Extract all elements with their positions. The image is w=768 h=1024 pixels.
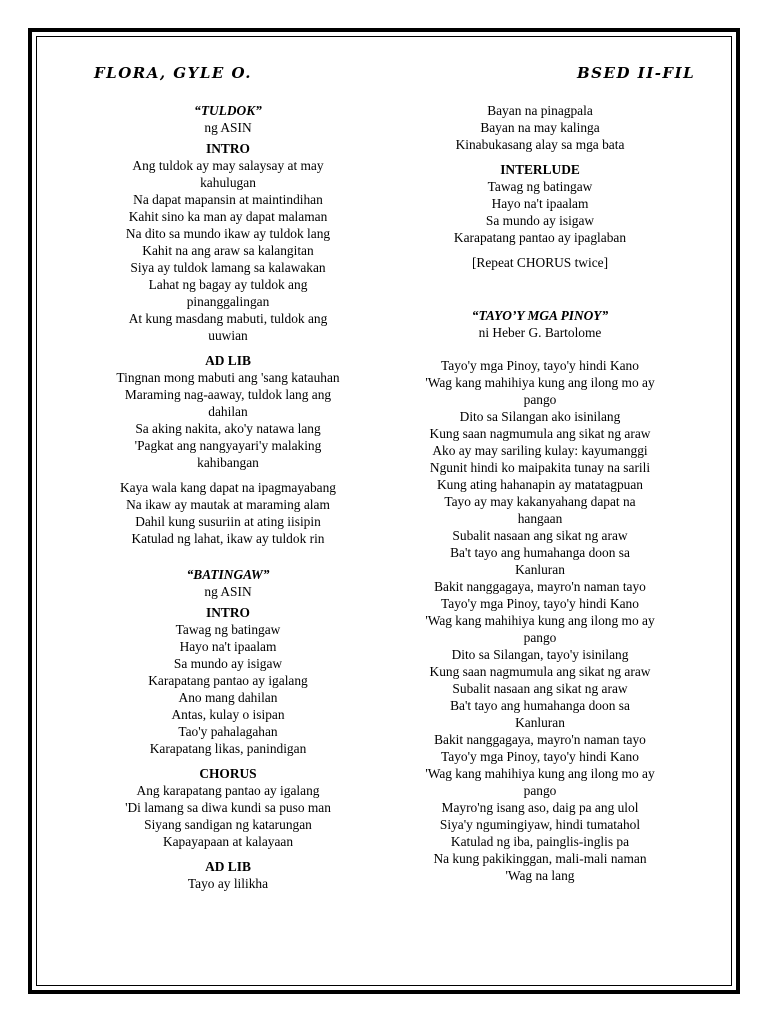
lyric-line: Siya'y ngumingiyaw, hindi tumatahol bbox=[439, 817, 641, 832]
lyric-line: Tayo'y mga Pinoy, tayo'y hindi Kano bbox=[441, 358, 639, 373]
lyric-line: Kapayapaan at kalayaan bbox=[162, 834, 294, 849]
course-label: BSED II-FIL bbox=[577, 64, 696, 82]
lyric-line: Kinabukasang alay sa mga bata bbox=[455, 137, 625, 152]
lyric-line: pango bbox=[523, 783, 557, 798]
lyric-line: Tayo'y mga Pinoy, tayo'y hindi Kano bbox=[441, 749, 639, 764]
lyric-line: kahibangan bbox=[197, 455, 259, 470]
lyric-line: Kahit na ang araw sa kalangitan bbox=[142, 243, 314, 258]
lyric-line: Ako ay may sariling kulay: kayumanggi bbox=[432, 443, 648, 458]
lyric-line: Lahat ng bagay ay tuldok ang bbox=[148, 277, 308, 292]
lyric-line: Tawag ng batingaw bbox=[175, 622, 281, 637]
lyric-line: Karapatang pantao ay igalang bbox=[148, 673, 308, 688]
lyric-line: Bakit nanggagaya, mayro'n naman tayo bbox=[434, 579, 646, 594]
lyric-line: Sa mundo ay isigaw bbox=[485, 213, 595, 228]
lyric-line: Kung ating hahanapin ay matatagpuan bbox=[437, 477, 643, 492]
lyric-line: Ba't tayo ang humahanga doon sa bbox=[450, 698, 630, 713]
lyric-line: Dahil kung susuriin at ating iisipin bbox=[135, 514, 321, 529]
lyric-line: pinanggalingan bbox=[186, 294, 270, 309]
lyric-line: uuwian bbox=[208, 328, 248, 343]
lyric-line: Na ikaw ay mautak at maraming alam bbox=[126, 497, 330, 512]
lyric-line: 'Pagkat ang nangyayari'y malaking bbox=[134, 438, 322, 453]
lyric-line: Ang karapatang pantao ay igalang bbox=[136, 783, 320, 798]
lyric-line: 'Wag kang mahihiya kung ang ilong mo ay bbox=[425, 766, 655, 781]
lyric-line: Dito sa Silangan ako isinilang bbox=[459, 409, 621, 424]
lyric-line: Na dito sa mundo ikaw ay tuldok lang bbox=[125, 226, 331, 241]
song-artist-tuldok: ng ASIN bbox=[204, 120, 252, 135]
lyric-line: dahilan bbox=[208, 404, 248, 419]
lyric-line: Kanluran bbox=[515, 562, 565, 577]
lyric-line: Karapatang pantao ay ipaglaban bbox=[453, 230, 627, 245]
lyrics-block-batingaw-intro bbox=[92, 621, 364, 757]
lyric-line: Bayan na pinagpala bbox=[487, 103, 593, 118]
lyric-line: Bakit nanggagaya, mayro'n naman tayo bbox=[434, 732, 646, 747]
song-title-tuldok: “TULDOK” bbox=[194, 103, 262, 118]
lyric-line: Siyang sandigan ng katarungan bbox=[144, 817, 312, 832]
section-heading-interlude: INTERLUDE bbox=[500, 162, 580, 177]
lyric-line: 'Wag na lang bbox=[505, 868, 575, 883]
lyric-line: Dito sa Silangan, tayo'y isinilang bbox=[451, 647, 629, 662]
lyrics-block-tuldok-adlib bbox=[92, 369, 364, 471]
lyric-line: Katulad ng lahat, ikaw ay tuldok rin bbox=[131, 531, 325, 546]
lyric-line: Tayo'y mga Pinoy, tayo'y hindi Kano bbox=[441, 596, 639, 611]
lyric-line: 'Wag kang mahihiya kung ang ilong mo ay bbox=[425, 613, 655, 628]
lyric-line: Kahit sino ka man ay dapat malaman bbox=[128, 209, 328, 224]
lyric-line: Mayro'ng isang aso, daig pa ang ulol bbox=[441, 800, 639, 815]
lyric-line: Tayo ay may kakanyahang dapat na bbox=[444, 494, 636, 509]
lyric-line: Tao'y pahalagahan bbox=[178, 724, 278, 739]
lyric-line: Siya ay tuldok lamang sa kalawakan bbox=[130, 260, 326, 275]
lyric-line: pango bbox=[523, 630, 557, 645]
right-column bbox=[404, 102, 676, 884]
lyrics-block-batingaw-chorus bbox=[92, 782, 364, 850]
lyric-line: Subalit nasaan ang sikat ng araw bbox=[452, 681, 628, 696]
section-heading-adlib: AD LIB bbox=[205, 353, 251, 368]
lyric-line: Na dapat mapansin at maintindihan bbox=[133, 192, 323, 207]
lyric-line: Kanluran bbox=[515, 715, 565, 730]
lyric-line: hangaan bbox=[517, 511, 563, 526]
lyric-line: Kung saan nagmumula ang sikat ng araw bbox=[429, 426, 651, 441]
lyrics-block-batingaw-interlude bbox=[404, 178, 676, 246]
section-heading-intro: INTRO bbox=[206, 141, 250, 156]
lyric-line: Tawag ng batingaw bbox=[487, 179, 593, 194]
lyric-line: Tayo ay lilikha bbox=[187, 876, 269, 891]
repeat-chorus-note: [Repeat CHORUS twice] bbox=[471, 255, 609, 270]
lyric-line: At kung masdang mabuti, tuldok ang bbox=[128, 311, 328, 326]
left-column bbox=[92, 102, 364, 892]
lyrics-block-batingaw-adlib bbox=[92, 875, 364, 892]
song-title-tayoy-mga-pinoy: “TAYO’Y MGA PINOY” bbox=[471, 308, 609, 323]
lyric-line: kahulugan bbox=[200, 175, 256, 190]
lyric-line: Subalit nasaan ang sikat ng araw bbox=[452, 528, 628, 543]
lyric-line: Katulad ng iba, painglis-inglis pa bbox=[450, 834, 630, 849]
section-heading-intro: INTRO bbox=[206, 605, 250, 620]
lyric-line: Ang tuldok ay may salaysay at may bbox=[132, 158, 324, 173]
lyric-line: 'Wag kang mahihiya kung ang ilong mo ay bbox=[425, 375, 655, 390]
lyric-line: Hayo na't ipaalam bbox=[179, 639, 277, 654]
lyric-line: Sa mundo ay isigaw bbox=[173, 656, 283, 671]
lyric-line: Bayan na may kalinga bbox=[480, 120, 600, 135]
song-artist-tayoy-mga-pinoy: ni Heber G. Bartolome bbox=[478, 325, 602, 340]
section-heading-adlib: AD LIB bbox=[205, 859, 251, 874]
lyric-line: Ano mang dahilan bbox=[178, 690, 278, 705]
lyric-line: Ba't tayo ang humahanga doon sa bbox=[450, 545, 630, 560]
lyric-line: Hayo na't ipaalam bbox=[491, 196, 589, 211]
lyric-line: Na kung pakikinggan, mali-mali naman bbox=[433, 851, 647, 866]
lyrics-block-tuldok-verse bbox=[92, 479, 364, 547]
lyric-line: Ngunit hindi ko maipakita tunay na sarili bbox=[429, 460, 651, 475]
lyric-line: Antas, kulay o isipan bbox=[171, 707, 285, 722]
student-name: FLORA, GYLE O. bbox=[94, 64, 252, 82]
song-title-batingaw: “BATINGAW” bbox=[186, 567, 270, 582]
lyric-line: Karapatang likas, panindigan bbox=[149, 741, 307, 756]
lyric-line: 'Di lamang sa diwa kundi sa puso man bbox=[125, 800, 331, 815]
lyric-line: Sa aking nakita, ako'y natawa lang bbox=[135, 421, 321, 436]
lyric-line: Maraming nag-aaway, tuldok lang ang bbox=[124, 387, 332, 402]
lyric-line: Kaya wala kang dapat na ipagmayabang bbox=[119, 480, 336, 495]
song-artist-batingaw: ng ASIN bbox=[204, 584, 252, 599]
lyrics-block-tayoy-mga-pinoy bbox=[404, 357, 676, 884]
lyrics-block-tuldok-intro bbox=[92, 157, 364, 344]
lyric-line: pango bbox=[523, 392, 557, 407]
lyric-line: Tingnan mong mabuti ang 'sang katauhan bbox=[116, 370, 340, 385]
lyric-line: Kung saan nagmumula ang sikat ng araw bbox=[429, 664, 651, 679]
section-heading-chorus: CHORUS bbox=[199, 766, 257, 781]
lyrics-block-batingaw-cont bbox=[404, 102, 676, 153]
